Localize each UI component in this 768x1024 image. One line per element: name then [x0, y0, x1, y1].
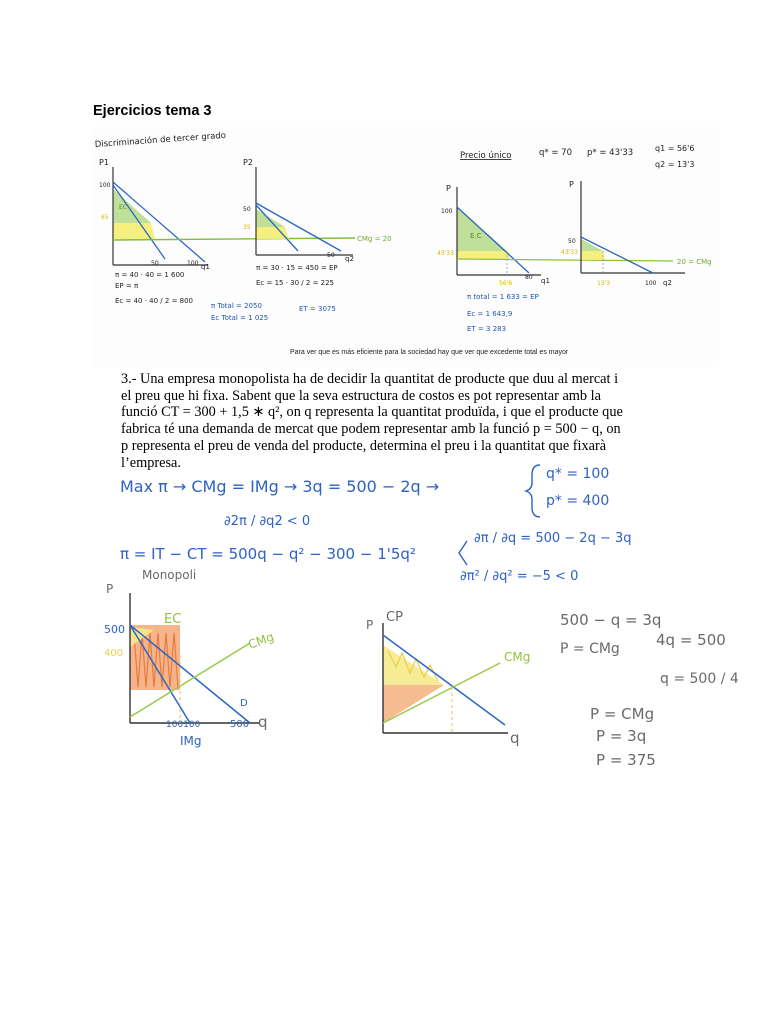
graph4-x-label: q2: [663, 279, 672, 287]
side-calc-6: P = 3q: [596, 727, 647, 745]
graph3-x-label: q1: [541, 277, 550, 285]
second-order-condition: ∂2π / ∂q2 < 0: [224, 514, 311, 529]
graph2-profit-area: [256, 227, 289, 239]
problem-line-6: l’empresa.: [121, 454, 181, 471]
graph2-note-1: π = 30 · 15 = 450 = EP: [256, 264, 338, 272]
left-img-label: IMg: [180, 734, 202, 748]
graph-2: [243, 158, 392, 287]
graph1-tick-100: 100: [99, 182, 111, 189]
side-calc-7: P = 375: [596, 751, 656, 769]
page-title: Ejercicios tema 3: [93, 103, 212, 119]
right-producer-area: [383, 685, 444, 723]
graph4-ec-area: [581, 239, 603, 251]
graph1-y-label: P1: [99, 158, 109, 167]
side-calc-5: P = CMg: [590, 705, 655, 723]
graph2-tick-35: 35: [243, 224, 251, 231]
left-cmg-label: CMg: [246, 629, 276, 652]
graph4-profit-area: [581, 251, 605, 260]
graph1-tick-50: 50: [151, 260, 159, 267]
strip-heading: Discriminación de tercer grado: [94, 130, 227, 150]
second-derivative: ∂π² / ∂q² = −5 < 0: [460, 569, 579, 584]
handwritten-solution: [100, 455, 760, 785]
total-profit-discrimination: π Total = 2050: [211, 302, 262, 310]
graph1-ec-label: EC: [119, 204, 127, 211]
graph4-cmg-label: 20 = CMg: [677, 258, 712, 266]
right-y-label: P: [366, 618, 374, 632]
q-star-result: q* = 100: [546, 466, 610, 482]
graph4-y-label: P: [569, 180, 574, 189]
problem-line-2: el preu que hi fixa. Sabent que la seva estructura de costos es pot representar amb la: [121, 387, 601, 404]
left-p500: 500: [104, 623, 125, 636]
profit-function: π = IT − CT = 500q − q² − 300 − 1'5q²: [120, 545, 416, 563]
graph4-tick-50: 50: [568, 238, 576, 245]
total-et-discrimination: ET = 3075: [299, 305, 336, 313]
graph3-tick-566: 56'6: [499, 280, 513, 287]
graph3-ec-label: E.C: [470, 232, 482, 240]
derivative-brace: [459, 541, 467, 565]
graph1-note-2: EP = π: [115, 282, 139, 290]
graph-4: [561, 180, 712, 287]
result-brace: [526, 465, 540, 517]
monopoly-graph-right: [366, 610, 530, 747]
problem-line-3: funció CT = 300 + 1,5 ∗ q², on q representa la quantitat produïda, i que el producte que: [121, 404, 623, 421]
left-ec-label: EC: [164, 612, 182, 627]
third-degree-discrimination-figure: [93, 127, 719, 367]
left-d-label: D: [240, 698, 248, 709]
problem-line-5: p representa el preu de venda del producte, determina el preu i la quantitat que fixarà: [121, 437, 607, 454]
graph2-cmg-label: CMg = 20: [357, 235, 392, 243]
graph2-note-2: Ec = 15 · 30 / 2 = 225: [256, 279, 335, 287]
graph2-x-label: q2: [345, 255, 354, 263]
graph1-note-3: Ec = 40 · 40 / 2 = 800: [115, 297, 194, 305]
unico-p-star: p* = 43'33: [587, 148, 634, 158]
left-p400: 400: [104, 648, 124, 659]
right-x-label: q: [510, 729, 520, 747]
left-x100: 100100: [166, 720, 201, 730]
right-cp-label: CP: [386, 610, 403, 625]
left-y-label: P: [106, 582, 114, 596]
side-calc-1: 500 − q = 3q: [560, 611, 662, 629]
right-cmg-label: CMg: [504, 650, 531, 664]
graph1-x-label: q1: [201, 263, 210, 271]
graph3-tick-4333: 43'33: [437, 250, 454, 257]
graph-1: [99, 158, 210, 305]
graph4-tick-4333: 43'33: [561, 249, 578, 256]
first-derivative: ∂π / ∂q = 500 − 2q − 3q: [474, 531, 632, 546]
graph4-tick-100: 100: [645, 280, 657, 287]
graph3-note-1: π total = 1 633 = EP: [467, 293, 539, 301]
graph1-tick-x100: 100: [187, 260, 199, 267]
unico-q-star: q* = 70: [539, 148, 572, 158]
side-calc-4: q = 500 / 4: [660, 671, 739, 687]
graph3-profit-area: [457, 251, 510, 259]
graph3-y-label: P: [446, 184, 451, 193]
graph1-tick-65: 65: [101, 214, 109, 221]
graph3-tick-80: 80: [525, 274, 533, 281]
graph4-tick-133: 13'3: [597, 280, 611, 287]
side-calc-3: 4q = 500: [656, 631, 726, 649]
unico-q1: q1 = 56'6: [655, 144, 695, 153]
max-profit-condition: Max π → CMg = IMg → 3q = 500 − 2q →: [120, 477, 440, 496]
monopoly-graph-left: [104, 582, 276, 748]
total-ec-discrimination: Ec Total = 1 025: [211, 314, 269, 322]
graph2-y-label: P2: [243, 158, 253, 167]
strip-caption: Para ver que es más eficiente para la sociedad hay que ver que excedente total es mayor: [290, 349, 569, 356]
problem-line-1: 3.- Una empresa monopolista ha de decidir la quantitat de producte que duu al mercat i: [121, 371, 619, 387]
left-x500: 500: [230, 719, 250, 730]
graph3-note-2: Ec = 1 643,9: [467, 310, 513, 318]
problem-line-4: fabrica té una demanda de mercat que podem representar amb la funció p = 500 − q, on: [121, 421, 621, 438]
unico-heading: Precio único: [460, 151, 512, 161]
graph3-tick-100: 100: [441, 208, 453, 215]
cmg-line-unico: [457, 259, 673, 261]
graph1-note-1: π = 40 · 40 = 1 600: [115, 271, 185, 279]
unico-q2: q2 = 13'3: [655, 160, 695, 169]
graph2-tick-50: 50: [243, 206, 251, 213]
graph3-note-3: ET = 3 283: [467, 325, 507, 333]
monopoli-label: Monopoli: [142, 568, 197, 582]
left-x-label: q: [258, 713, 268, 731]
graph2-tick-x50: 50: [327, 252, 335, 259]
graph-3: [437, 184, 550, 333]
side-calc-2: P = CMg: [560, 641, 620, 657]
p-star-result: p* = 400: [546, 493, 610, 509]
